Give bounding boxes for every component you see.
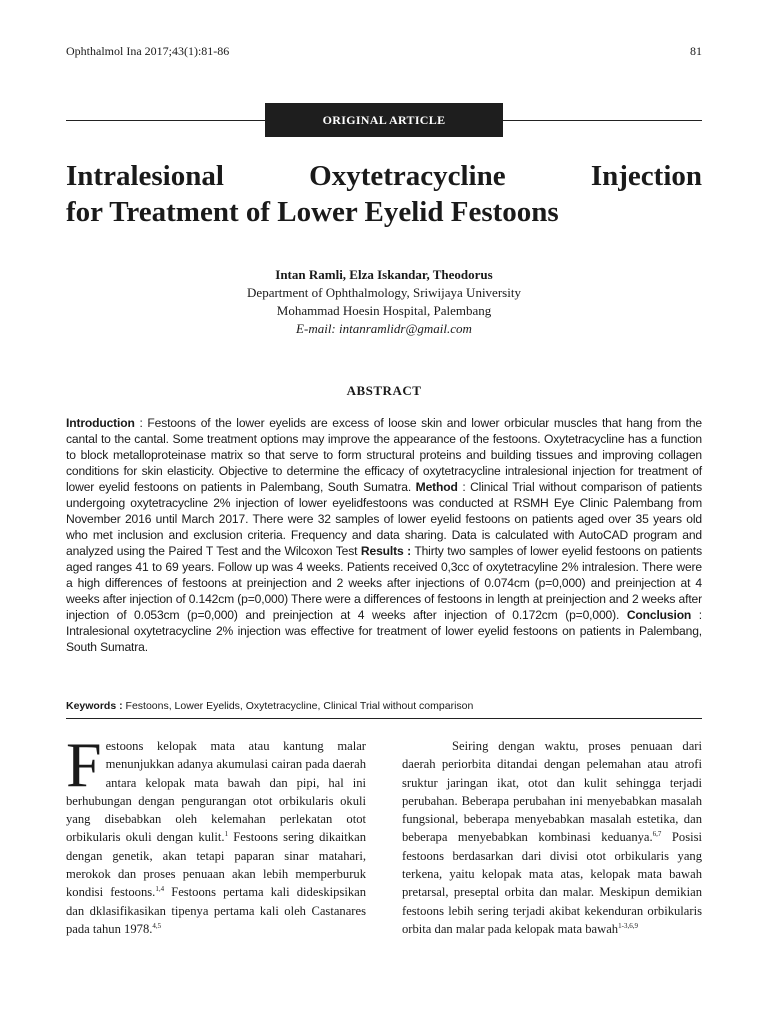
body-column-left <box>66 729 367 938</box>
divider <box>66 718 702 719</box>
intro-label: Introduction <box>66 416 135 430</box>
intro-text: : Festoons of the lower eyelids are excess of loose skin and lower orbicular muscles that hang from the cantal to the cantal. Some treatment options may improve the appearance of the festoons. Oxytetracycline has a function to block metalloproteinase matrix so that serve to form structural proteins and building tissues and improving collagen conditions for skin elasticity. Objective to determine the efficacy of oxytetracycline intralesional injection for treatment of lower eyelid festoons on patients in Palembang, South Sumatra. <box>66 416 702 494</box>
author-block <box>66 266 702 338</box>
article-title <box>66 158 702 230</box>
text: Posisi festoons berdasarkan dari divisi otot orbikularis yang terkena, yaitu kelopak mata atas, kelopak mata bawah pretarsal, preseptal orbita dan malar. Meskipun demikian festoons lebih sering terjadi akibat kekenduran orbikularis orbita dan malar pada kelopak mata bawah <box>402 830 702 936</box>
page-number: 81 <box>690 44 702 58</box>
results-text: Thirty two samples of lower eyelid festoons on patients aged ranges 41 to 69 years. Follow up was 4 weeks. Patients received 0,3cc of oxytetracyline 2% intralesion. There were a high differences of festoons at preinjection and 2 weeks after injections of 0.074cm (p=0,000) and preinjection at 4 weeks after injection of 0.142cm (p=0,000) There were a differences of festoons in length at preinjection and 2 weeks after injection of 0.053cm (p=0,000) and preinjection at 4 weeks after injection of 0.172cm (p=0,000). <box>66 544 702 622</box>
abstract-text <box>66 415 702 655</box>
hospital: Mohammad Hoesin Hospital, Palembang <box>276 303 492 318</box>
results-label: Results : <box>360 544 411 558</box>
keywords-label: Keywords : <box>66 700 123 712</box>
running-header <box>66 44 702 60</box>
citation: 4,5 <box>152 921 162 930</box>
method-label: Method <box>415 480 458 494</box>
text: Festoons sering dikaitkan dengan genetik, akan tetapi paparan sinar matahari, merokok dan proses penuaan akan lebih memperburuk kondisi festoons. <box>66 830 366 900</box>
department: Department of Ophthalmology, Sriwijaya University <box>247 285 521 300</box>
citation: 1,4 <box>155 885 165 894</box>
conclusion-label: Conclusion <box>626 608 692 622</box>
text: Seiring dengan waktu, proses penuaan dari daerah periorbita ditandai dengan pelemahan atau atrofi sruktur jaringan ikat, otot dan kulit sehingga terjadi perubahan. Beberapa perubahan ini menyebabkan masalah fungsional, beberapa menyebabkan masalah estetika, dan beberapa menyebabkan kombinasi keduanya. <box>402 739 702 845</box>
keywords-text: Festoons, Lower Eyelids, Oxytetracycline, Clinical Trial without comparison <box>122 700 474 712</box>
keywords <box>66 700 702 712</box>
journal-citation: Ophthalmol Ina 2017;43(1):81-86 <box>66 44 230 58</box>
drop-cap: F <box>66 729 102 800</box>
article-type-badge: ORIGINAL ARTICLE <box>265 103 503 137</box>
citation: 1 <box>224 830 229 839</box>
method-text: : Clinical Trial without comparison of patients undergoing oxytetracycline 2% injection of lower eyelidfestoons was conducted at RSMH Eye Clinic Palembang from November 2016 until March 2017. There were 32 samples of lower eyelid festoons on patients aged over 35 years old who met inclusion and exclusion criteria. Frequency and data sharing. Data is calculated with AutoCAD program and analyzed using the Paired T Test and the Wilcoxon Test <box>66 480 703 558</box>
author-names: Intan Ramli, Elza Iskandar, Theodorus <box>275 267 493 282</box>
body-column-right <box>402 737 702 938</box>
paragraph <box>402 737 702 938</box>
text: Festoons pertama kali dideskipsikan dan dklasifikasikan tipenya pertama kali oleh Castanares pada tahun 1978. <box>66 885 367 936</box>
paragraph <box>66 729 367 938</box>
text: estoons kelopak mata atau kantung malar menunjukkan adanya akumulasi cairan pada daerah antara kelopak mata bawah dan pipi, hal ini berhubungan dengan pengurangan otot orbikularis okuli yang disebabkan oleh kelemahan perlekatan otot orbikularis okuli dengan kulit. <box>66 739 366 845</box>
citation: 1-3,6,9 <box>618 921 638 930</box>
conclusion-text: : Intralesional oxytetracycline 2% injection was effective for treatment of lower eyelid festoons on patients in Palembang, South Sumatra. <box>66 608 703 654</box>
email: E-mail: intanramlidr@gmail.com <box>296 321 472 336</box>
title-line-1: Intralesional Oxytetracycline Injection <box>66 160 702 192</box>
citation: 6,7 <box>652 830 662 839</box>
title-line-2: for Treatment of Lower Eyelid Festoons <box>66 196 559 228</box>
abstract-heading: ABSTRACT <box>346 383 422 398</box>
